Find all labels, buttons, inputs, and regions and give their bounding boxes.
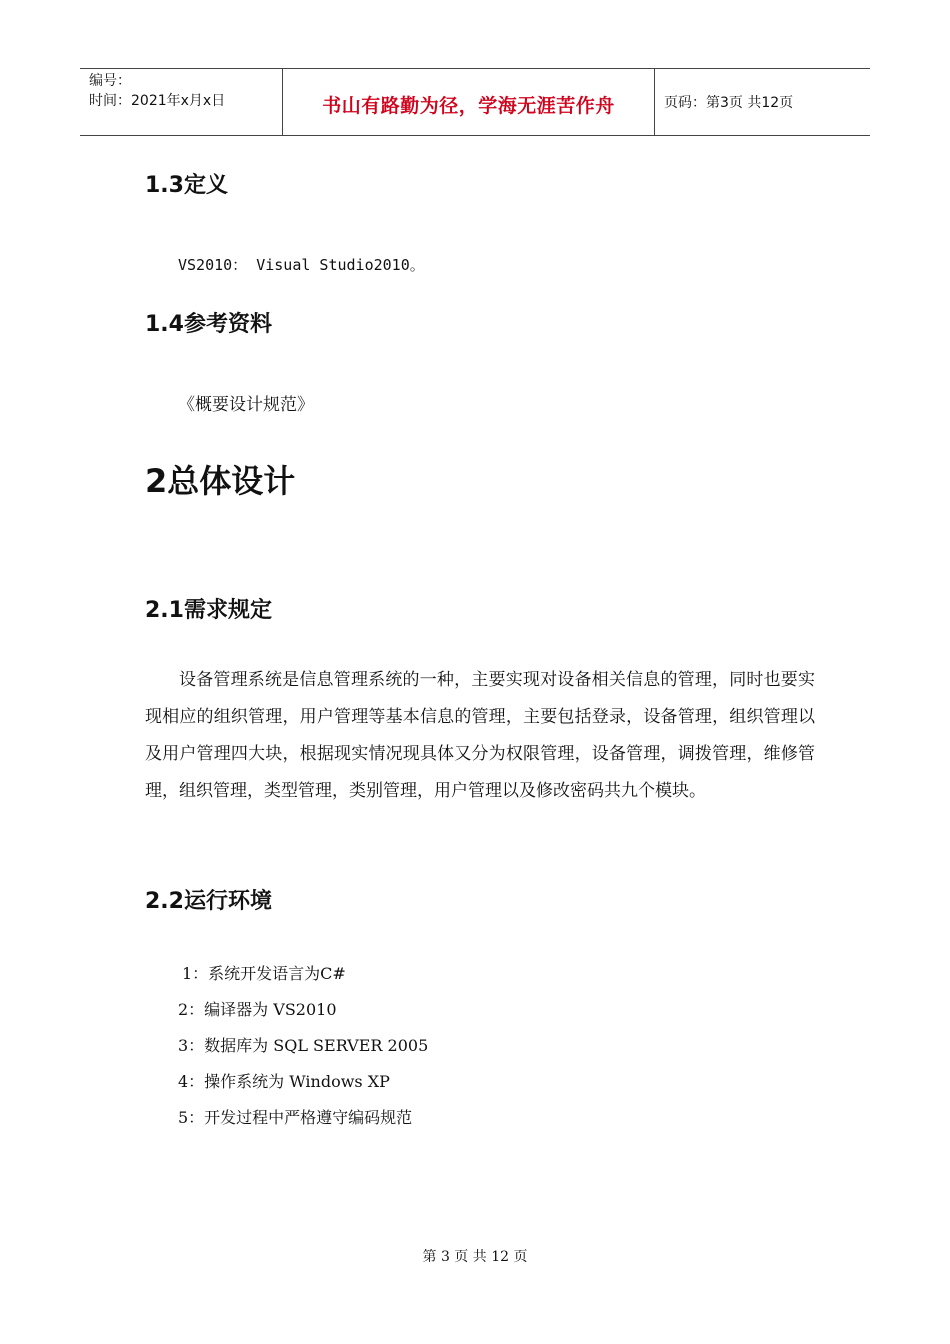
header-page-cell — [655, 69, 870, 135]
section-2-2-title: 2.2运行环境 — [145, 889, 272, 914]
list-item: 2：编译器为 VS2010 — [178, 1000, 337, 1019]
header-meta — [80, 69, 282, 135]
page-footer: 第 3 页 共 12 页 — [422, 1249, 528, 1265]
serial-number-label: 编号： — [89, 73, 131, 89]
document-header — [80, 68, 870, 136]
list-item: 4：操作系统为 Windows XP — [178, 1072, 390, 1091]
list-item: 5：开发过程中严格遵守编码规范 — [178, 1108, 413, 1127]
page-indicator: 页码：第3页 共12页 — [664, 95, 794, 111]
date-label: 时间：2021年x月x日 — [89, 93, 226, 109]
header-motto-cell — [282, 69, 655, 135]
chapter-2-title: 2总体设计 — [145, 462, 296, 500]
section-2-1-title: 2.1需求规定 — [145, 598, 272, 623]
section-1-3-title: 1.3定义 — [145, 173, 228, 198]
definition-text: VS2010： Visual Studio2010。 — [178, 256, 425, 274]
requirements-paragraph: 设备管理系统是信息管理系统的一种，主要实现对设备相关信息的管理，同时也要实现相应的组织管理，用户管理等基本信息的管理，主要包括登录，设备管理，组织管理以及用户管理四大块，根据现实情况现具体又分为权限管理，设备管理，调拨管理，维修管理，组织管理，类型管理，类别管理，用户管理以及修改密码共九个模块。 — [145, 670, 815, 801]
list-item: 3：数据库为 SQL SERVER 2005 — [178, 1036, 429, 1055]
motto-text: 书山有路勤为径，学海无涯苦作舟 — [322, 95, 615, 117]
list-item: 1：系统开发语言为C# — [182, 964, 346, 983]
reference-text: 《概要设计规范》 — [178, 395, 314, 415]
section-1-4-title: 1.4参考资料 — [145, 312, 272, 337]
